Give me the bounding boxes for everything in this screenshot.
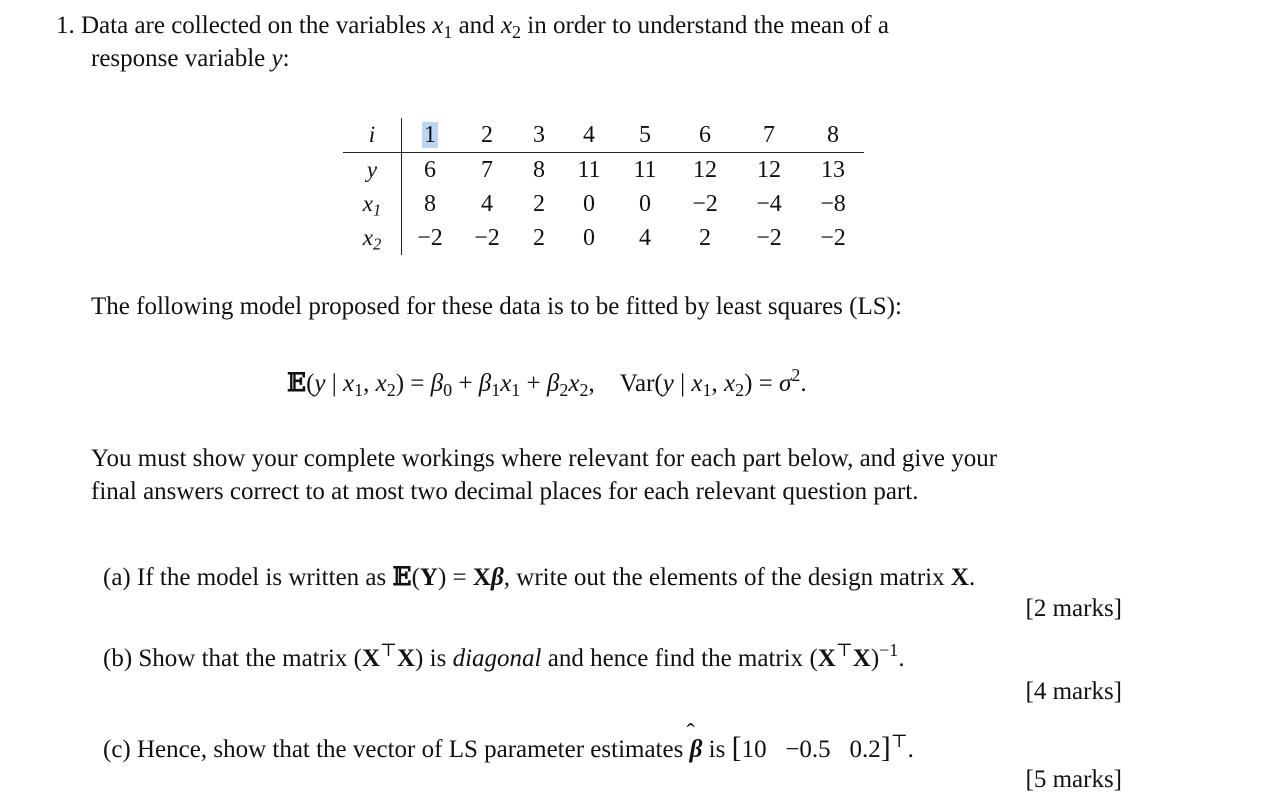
table-cell: 4 [562,118,616,153]
table-cell: 0 [583,190,595,217]
workings-instruction-line2: final answers correct to at most two decimal places for each relevant question part. [91,478,919,505]
table-cell: 8 [424,190,436,217]
model-equation: 𝔼(y | $x_1$, $x_2) = \beta_0 + \beta_1x_1 + \beta_2x_2$, Var(y | $x_1$, $x_2) = \sigma^2$. [287,365,807,401]
table-cell: 12 [757,156,781,183]
table-cell: 8 [802,118,864,153]
table-cell: 4 [639,224,651,251]
table-cell: −2 [417,224,443,251]
table-cell: 0 [583,224,595,251]
table-cell: 8 [533,156,545,183]
part-c-marks: [5 marks] [1025,766,1122,793]
selected-cell-highlight[interactable]: 1 [424,121,436,148]
part-b-label: (b) [103,645,133,672]
question-intro-line2: response variable y: [91,45,290,72]
table-cell: −2 [692,190,718,217]
table-cell: −2 [820,224,846,251]
row-label: $x_2$ [343,221,402,255]
table-row-x1 [343,187,864,221]
table-cell: −2 [474,224,500,251]
part-a-marks: [2 marks] [1025,595,1122,622]
part-a: (a) If the model is written as 𝔼(Y) = Xβ, write out the elements of the design matrix X. [103,562,976,591]
table-cell: 2 [699,224,711,251]
part-b: (b) Show that the matrix (X⊤X) is diagonal and hence find the matrix $(X^⊤X)^{-1}$. [103,640,905,672]
table-cell: 12 [693,156,717,183]
part-a-label: (a) [103,564,131,591]
estimate-vector: [ [731,731,742,764]
model-text: The following model proposed for these data is to be fitted by least squares (LS): [91,293,902,320]
table-header-row [343,118,864,153]
table-row-y [343,153,864,188]
table-cell: 7 [736,118,802,153]
row-label: $x_1$ [343,187,402,221]
table-cell: 4 [481,190,493,217]
table-row-x2 [343,221,864,255]
table-cell: −2 [756,224,782,251]
table-cell: 7 [481,156,493,183]
table-cell: 5 [616,118,674,153]
workings-instruction-line1: You must show your complete workings where relevant for each part below, and give your [91,445,998,472]
table-cell: 6 [674,118,736,153]
data-table [343,118,864,255]
question-number: 1. [56,12,75,39]
table-cell: 0 [639,190,651,217]
row-label: y [343,153,402,188]
part-c-label: (c) [103,736,131,763]
table-cell: 6 [424,156,436,183]
part-c: (c) Hence, show that the vector of LS parameter estimates β is [10 −0.5 0.2]⊤. [103,731,914,764]
part-b-marks: [4 marks] [1025,678,1122,705]
table-cell: −4 [756,190,782,217]
table-cell: 11 [577,156,601,183]
table-cell: 3 [516,118,562,153]
table-cell: 13 [821,156,845,183]
table-cell [402,118,459,153]
table-cell: 2 [533,190,545,217]
header-label: i [343,118,402,153]
table-cell: 11 [633,156,657,183]
question-intro-line1: 1. Data are collected on the variables $x_1$ and $x_2$ in order to understand the mean of a [56,12,889,43]
table-cell: 2 [458,118,516,153]
table-cell: −8 [820,190,846,217]
table-cell: 2 [533,224,545,251]
